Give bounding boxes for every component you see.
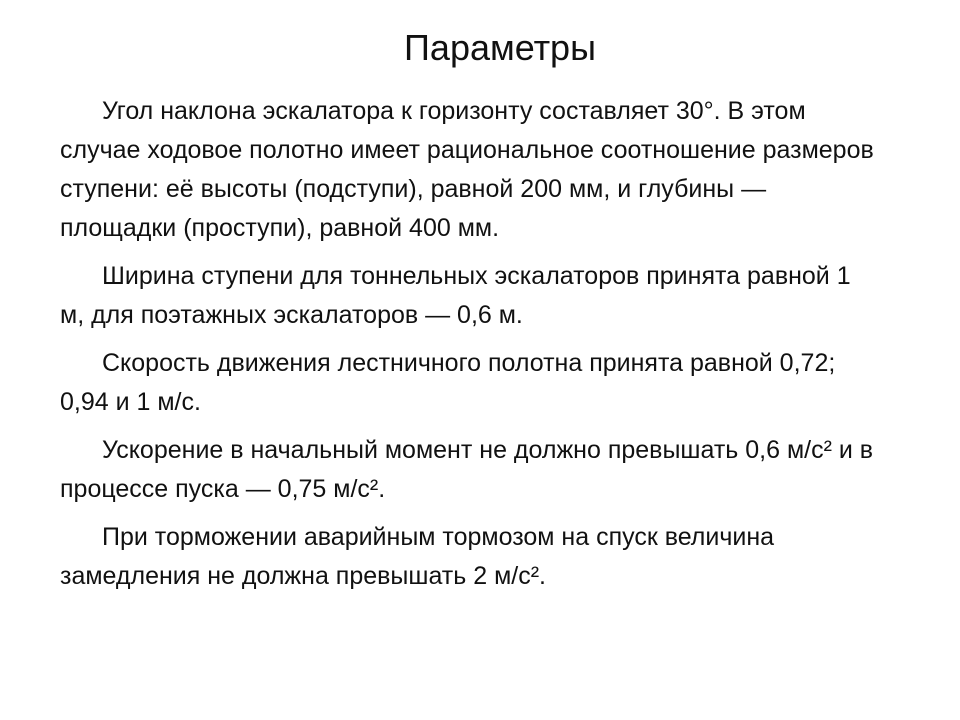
paragraph-deceleration: При торможении аварийным тормозом на спуск величина замедления не должна превышать 2 м/с². xyxy=(60,523,775,590)
paragraph-escalator-angle: Угол наклона эскалатора к горизонту составляет 30°. В этом случае ходовое полотно имеет рациональное соотношение размеров ступени: её высоты (подступи), равной 200 мм, и глубины — площадки (проступи), равной 400 мм. xyxy=(60,97,874,242)
slide-title: Параметры xyxy=(404,27,596,68)
slide-body xyxy=(60,92,880,605)
paragraph-speed: Скорость движения лестничного полотна принята равной 0,72; 0,94 и 1 м/с. xyxy=(60,349,836,416)
paragraph-step-width: Ширина ступени для тоннельных эскалаторов принята равной 1 м, для поэтажных эскалаторов — 0,6 м. xyxy=(60,262,851,329)
paragraph-acceleration: Ускорение в начальный момент не должно превышать 0,6 м/с² и в процессе пуска — 0,75 м/с². xyxy=(60,436,874,503)
